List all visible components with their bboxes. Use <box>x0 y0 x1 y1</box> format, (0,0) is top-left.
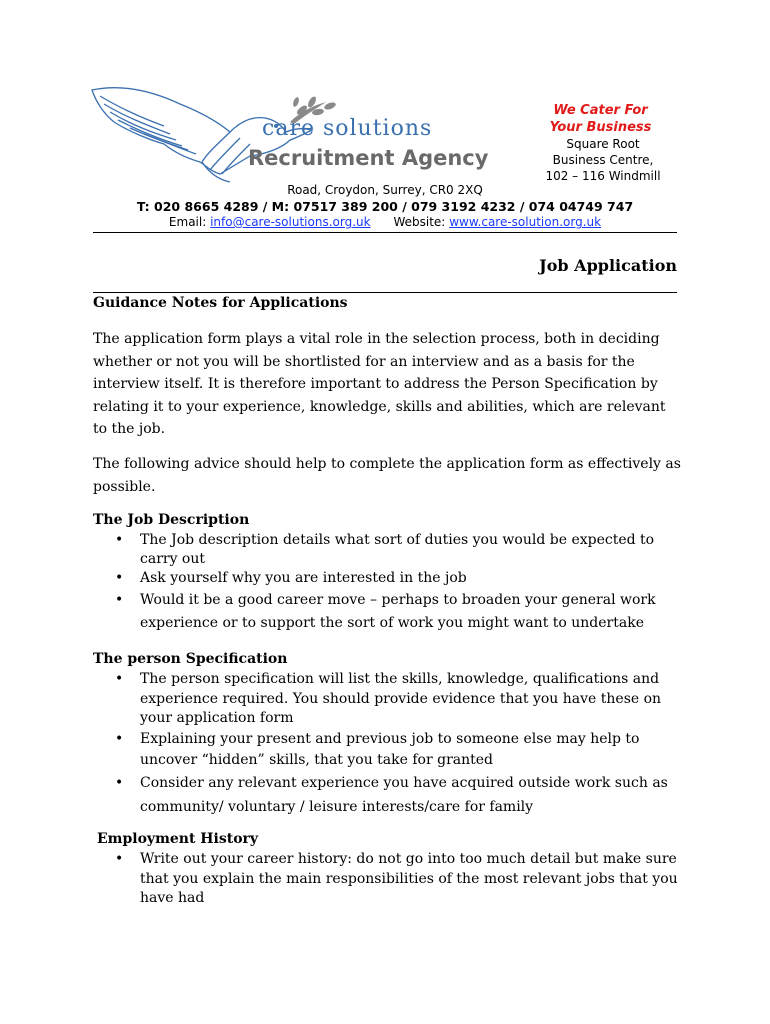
phone-numbers: T: 020 8665 4289 / M: 07517 389 200 / 079 3192 4232 / 074 04749 747 <box>136 199 634 214</box>
website-link[interactable]: www.care-solution.org.uk <box>449 215 602 229</box>
contact-line <box>0 215 770 229</box>
list-item: • Consider any relevant experience you have acquired outside work such as community/ voluntary / leisure interests/care for family <box>93 771 683 819</box>
address-line-4: Road, Croydon, Surrey, CR0 2XQ <box>287 183 483 197</box>
job-description-list <box>93 531 683 634</box>
employment-history-list <box>93 850 683 909</box>
guidance-paragraph-2: The following advice should help to complete the application form as effectively as possible. <box>93 456 681 495</box>
section-heading-person-specification: The person Specification <box>93 651 288 667</box>
address-line-2: Business Centre, <box>552 153 654 167</box>
list-item: • The person specification will list the skills, knowledge, qualifications and experience required. You should provide evidence that you have these on your application form <box>93 670 683 729</box>
address-line-1: Square Root <box>566 137 640 151</box>
guidance-heading: Guidance Notes for Applications <box>93 295 348 311</box>
email-link[interactable]: info@care-solutions.org.uk <box>210 215 371 229</box>
address-line-3: 102 – 116 Windmill <box>545 169 661 183</box>
logo-text-recruitment-agency: Recruitment Agency <box>248 146 489 170</box>
page-title: Job Application <box>539 256 677 275</box>
section-heading-job-description: The Job Description <box>93 512 250 528</box>
website-label: Website: <box>393 215 446 229</box>
guidance-paragraph-1: The application form plays a vital role in the selection process, both in deciding whether or not you will be shortlisted for an interview and as a basis for the interview itself. It is therefore important to address the Person Specification by relating it to your experience, knowledge, skills and abilities, which are relevant to the job. <box>93 331 666 437</box>
tagline-line-2: Your Business <box>549 120 652 135</box>
list-item: • Explaining your present and previous job to someone else may help to uncover “hidden” skills, that you take for granted <box>93 729 683 771</box>
list-item: • Ask yourself why you are interested in the job <box>93 569 683 588</box>
list-item: • Write out your career history: do not go into too much detail but make sure that you explain the main responsibilities of the most relevant jobs that you have had <box>93 850 683 909</box>
tagline <box>528 102 673 136</box>
header-divider <box>93 232 677 233</box>
person-specification-list <box>93 670 683 819</box>
logo-text-care-solutions: care solutions <box>262 116 433 141</box>
address-block <box>528 136 678 184</box>
list-item: • Would it be a good career move – perhaps to broaden your general work experience or to support the sort of work you might want to undertake <box>93 589 683 634</box>
email-label: Email: <box>168 215 207 229</box>
tagline-line-1: We Cater For <box>553 103 648 118</box>
title-divider <box>93 292 677 293</box>
list-item: • The Job description details what sort of duties you would be expected to carry out <box>93 531 683 569</box>
section-heading-employment-history: Employment History <box>97 831 259 847</box>
